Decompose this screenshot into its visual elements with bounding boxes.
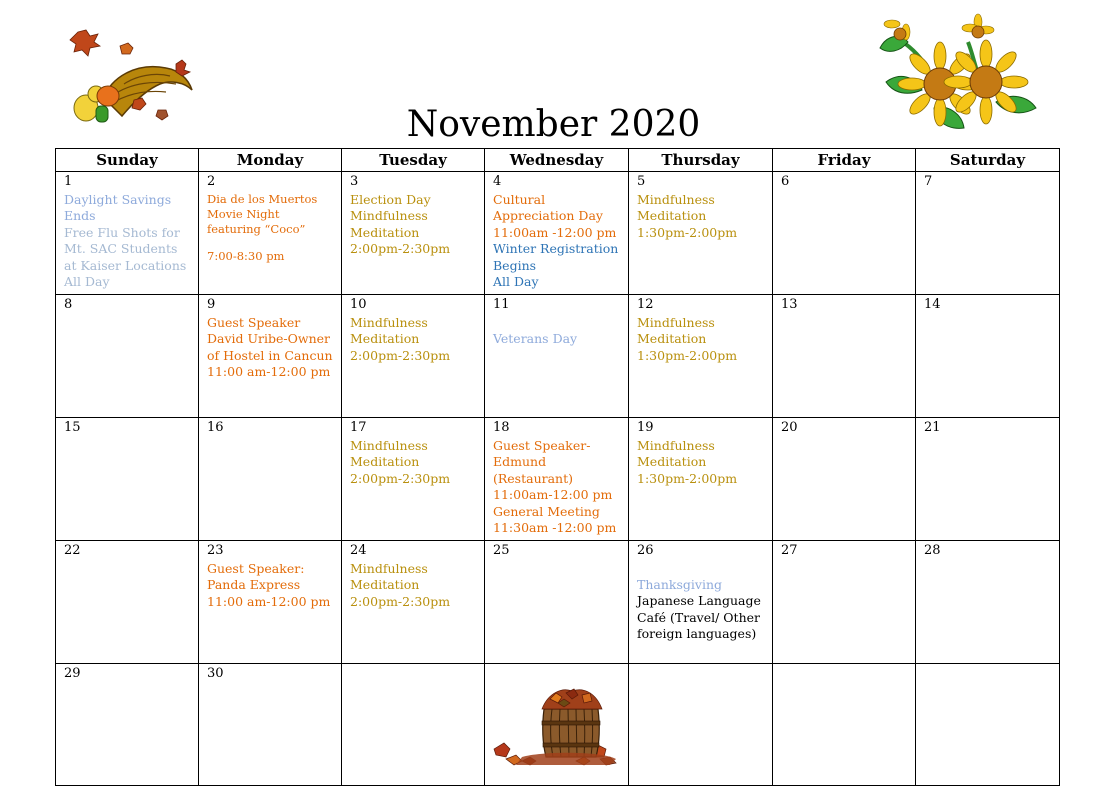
day-cell-23 <box>199 541 342 664</box>
day-number: 22 <box>64 543 81 558</box>
event-japanese-language-cafe: Japanese Language Café (Travel/ Other foreign languages) <box>637 593 761 641</box>
event-time: 2:00pm-2:30pm <box>350 470 451 486</box>
event-mindfulness: Mindfulness Meditation <box>637 437 715 469</box>
event-time: 1:30pm-2:00pm <box>637 224 738 240</box>
day-cell-30 <box>199 664 342 786</box>
day-number: 19 <box>637 420 654 435</box>
day-number: 1 <box>64 174 73 189</box>
event-flu-shots: Free Flu Shots for Mt. SAC Students at Kaiser Locations <box>64 224 187 273</box>
leaf-basket-illustration <box>492 685 618 767</box>
event-time: 2:00pm-2:30pm <box>350 593 451 609</box>
event-veterans-day: Veterans Day <box>493 330 578 346</box>
day-cell-8 <box>56 295 199 418</box>
day-cell-2 <box>199 172 342 295</box>
day-number: 7 <box>924 174 933 189</box>
event-time: 2:00pm-2:30pm <box>350 241 451 256</box>
week-row <box>56 418 1060 541</box>
day-number: 26 <box>637 543 654 558</box>
day-number: 2 <box>207 174 216 189</box>
event-time: 2:00pm-2:30pm <box>350 347 451 363</box>
day-number: 28 <box>924 543 941 558</box>
event-time: All Day <box>493 274 539 289</box>
event-general-meeting: General Meeting <box>493 503 600 519</box>
day-cell-20 <box>773 418 916 541</box>
day-cell-18 <box>485 418 629 541</box>
event-time: 11:00am-12:00 pm <box>493 487 613 502</box>
day-number: 21 <box>924 420 941 435</box>
week-row <box>56 295 1060 418</box>
week-row <box>56 172 1060 295</box>
event-election-day: Election Day <box>350 191 431 207</box>
event-guest-speaker: Guest Speaker <box>207 314 301 330</box>
day-cell-21 <box>916 418 1060 541</box>
weekday-header: Thursday <box>629 149 773 172</box>
event-time: 7:00-8:30 pm <box>207 248 285 263</box>
day-cell-9 <box>199 295 342 418</box>
event-time: 11:00am -12:00 pm <box>493 224 617 240</box>
day-number: 17 <box>350 420 367 435</box>
day-number: 4 <box>493 174 502 189</box>
day-cell-19 <box>629 418 773 541</box>
empty-cell <box>916 664 1060 786</box>
day-cell-4 <box>485 172 629 295</box>
day-cell-27 <box>773 541 916 664</box>
day-cell-15 <box>56 418 199 541</box>
event-guest-speaker: Guest Speaker: Panda Express <box>207 560 305 592</box>
weekday-header: Sunday <box>56 149 199 172</box>
cornucopia-illustration <box>66 26 196 126</box>
weekday-header-row <box>56 149 1060 172</box>
event-mindfulness: Mindfulness Meditation <box>350 560 428 592</box>
calendar-title: November 2020 <box>406 104 701 145</box>
day-number: 16 <box>207 420 224 435</box>
event-cultural-appreciation: Cultural Appreciation Day <box>493 191 603 223</box>
day-cell-1 <box>56 172 199 295</box>
day-number: 10 <box>350 297 367 312</box>
event-mindfulness: Mindfulness Meditation <box>637 191 715 223</box>
weekday-header: Tuesday <box>342 149 485 172</box>
day-number: 30 <box>207 666 224 681</box>
day-cell-14 <box>916 295 1060 418</box>
day-number: 18 <box>493 420 510 435</box>
weekday-header: Friday <box>773 149 916 172</box>
weekday-header: Wednesday <box>485 149 629 172</box>
day-cell-11 <box>485 295 629 418</box>
day-cell-28 <box>916 541 1060 664</box>
event-time: 1:30pm-2:00pm <box>637 470 738 486</box>
day-cell-12 <box>629 295 773 418</box>
event-mindfulness: Mindfulness Meditation <box>350 208 428 240</box>
day-cell-10 <box>342 295 485 418</box>
event-guest-speaker: Guest Speaker- Edmund (Restaurant) <box>493 437 591 486</box>
day-number: 9 <box>207 297 216 312</box>
day-number: 29 <box>64 666 81 681</box>
event-time: 11:00 am-12:00 pm <box>207 364 331 379</box>
day-cell-29 <box>56 664 199 786</box>
event-speaker-name: David Uribe-Owner of Hostel in Cancun <box>207 331 333 363</box>
day-cell-3 <box>342 172 485 295</box>
empty-cell <box>629 664 773 786</box>
sunflowers-illustration <box>878 12 1043 137</box>
event-mindfulness: Mindfulness Meditation <box>637 314 715 346</box>
event-time: All Day <box>64 274 110 289</box>
day-cell-6 <box>773 172 916 295</box>
day-number: 24 <box>350 543 367 558</box>
day-number: 8 <box>64 297 73 312</box>
empty-cell <box>773 664 916 786</box>
weekday-header: Monday <box>199 149 342 172</box>
day-number: 20 <box>781 420 798 435</box>
week-row <box>56 541 1060 664</box>
event-winter-registration: Winter Registration Begins <box>493 241 619 273</box>
day-number: 23 <box>207 543 224 558</box>
event-daylight-savings: Daylight Savings Ends <box>64 191 172 223</box>
event-mindfulness: Mindfulness Meditation <box>350 437 428 469</box>
event-time: 1:30pm-2:00pm <box>637 347 738 363</box>
day-cell-24 <box>342 541 485 664</box>
event-thanksgiving: Thanksgiving <box>637 576 722 592</box>
day-number: 3 <box>350 174 359 189</box>
day-cell-22 <box>56 541 199 664</box>
event-time: 11:30am -12:00 pm <box>493 520 617 535</box>
day-number: 25 <box>493 543 510 558</box>
weekday-header: Saturday <box>916 149 1060 172</box>
event-mindfulness: Mindfulness Meditation <box>350 314 428 346</box>
day-number: 11 <box>493 297 510 312</box>
day-number: 27 <box>781 543 798 558</box>
event-time: 11:00 am-12:00 pm <box>207 593 331 609</box>
day-cell-26 <box>629 541 773 664</box>
day-number: 6 <box>781 174 790 189</box>
day-cell-17 <box>342 418 485 541</box>
event-dia-de-los-muertos: Dia de los Muertos Movie Night featuring “Coco” <box>207 191 318 236</box>
day-cell-7 <box>916 172 1060 295</box>
day-number: 13 <box>781 297 798 312</box>
day-number: 14 <box>924 297 941 312</box>
day-cell-25 <box>485 541 629 664</box>
empty-cell <box>342 664 485 786</box>
day-cell-16 <box>199 418 342 541</box>
day-cell-13 <box>773 295 916 418</box>
day-cell-5 <box>629 172 773 295</box>
day-number: 5 <box>637 174 646 189</box>
day-number: 15 <box>64 420 81 435</box>
day-number: 12 <box>637 297 654 312</box>
